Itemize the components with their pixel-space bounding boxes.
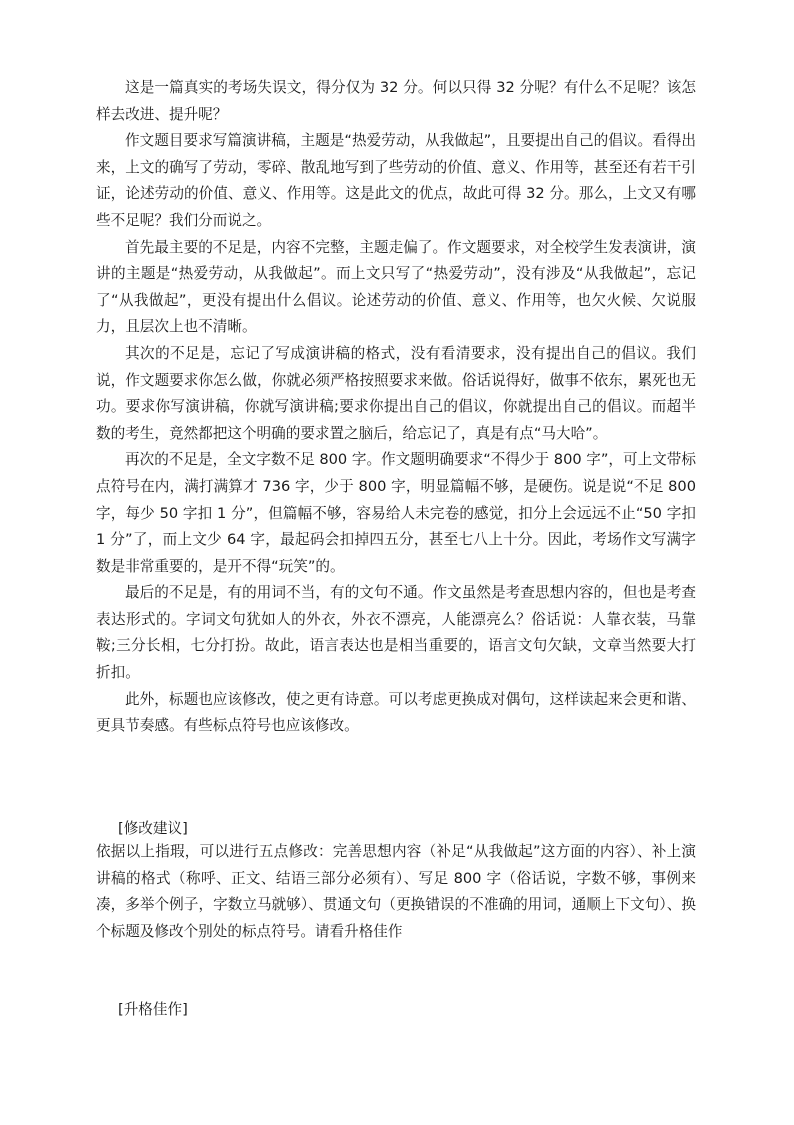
upgrade-heading: [升格佳作] — [118, 1001, 188, 1018]
analysis-section — [96, 75, 696, 740]
paragraph-flaw-format: 其次的不足是，忘记了写成演讲稿的格式，没有看清要求，没有提出自己的倡议。我们说，作文题要求你怎么做，你就必须严格按照要求来做。俗话说得好，做事不依东，累死也无功。要求你写演讲稿，你就写演讲稿;要求你提出自己的倡议，你就提出自己的倡议。而超半数的考生，竟然都把这个明确的要求置之脑后，给忘记了，真是有点“马大哈”。 — [96, 344, 696, 442]
paragraph-title-advice: 此外，标题也应该修改，使之更有诗意。可以考虑更换成对偶句，这样读起来会更和谐、更具节奏感。有些标点符号也应该修改。 — [96, 690, 696, 735]
paragraph-flaw-length: 再次的不足是，全文字数不足 800 字。作文题明确要求“不得少于 800 字”，可上文带标点符号在内，满打满算才 736 字，少于 800 字，明显篇幅不够，是硬伤。说是说“不足 800 字，每少 50 字扣 1 分”，但篇幅不够，容易给人未完卷的感觉，扣分上会远远不止“50 字扣 1 分”了，而上文少 64 字，最起码会扣掉四五分，甚至七八上十分。因此，考场作文写满字数是非常重要的，是开不得“玩笑”的。 — [96, 451, 696, 575]
revision-section — [96, 839, 696, 945]
paragraph-flaw-wording: 最后的不足是，有的用词不当，有的文句不通。作文虽然是考查思想内容的，但也是考查表达形式的。字词文句犹如人的外衣，外衣不漂亮，人能漂亮么？俗话说：人靠衣装，马靠鞍;三分长相，七分打扮。故此，语言表达也是相当重要的，语言文句欠缺，文章当然要大打折扣。 — [96, 584, 696, 682]
paragraph-overview: 作文题目要求写篇演讲稿，主题是“热爱劳动，从我做起”，且要提出自己的倡议。看得出来，上文的确写了劳动，零碎、散乱地写到了些劳动的价值、意义、作用等，甚至还有若干引证，论述劳动的价值、意义、作用等。这是此文的优点，故此可得 32 分。那么，上文又有哪些不足呢？我们分而说之。 — [96, 132, 696, 229]
paragraph-intro: 这是一篇真实的考场失误文，得分仅为 32 分。何以只得 32 分呢？有什么不足呢？该怎样去改进、提升呢？ — [96, 79, 696, 123]
paragraph-flaw-content: 首先最主要的不足是，内容不完整，主题走偏了。作文题要求，对全校学生发表演讲，演讲的主题是“热爱劳动，从我做起”。而上文只写了“热爱劳动”，没有涉及“从我做起”，忘记了“从我做起”，更没有提出什么倡议。论述劳动的价值、意义、作用等，也欠火候、欠说服力，且层次上也不清晰。 — [96, 238, 696, 336]
revision-heading: [修改建议] — [118, 820, 188, 837]
revision-paragraph: 依据以上指瑕，可以进行五点修改：完善思想内容（补足“从我做起”这方面的内容）、补上演讲稿的格式（称呼、正文、结语三部分必须有）、写足 800 字（俗话说，字数不够，事例来凑，多举个例子，字数立马就够）、贯通文句（更换错误的不准确的用词，通顺上下文句）、换个标题及修改个别处的标点符号。请看升格佳作 — [96, 843, 696, 940]
